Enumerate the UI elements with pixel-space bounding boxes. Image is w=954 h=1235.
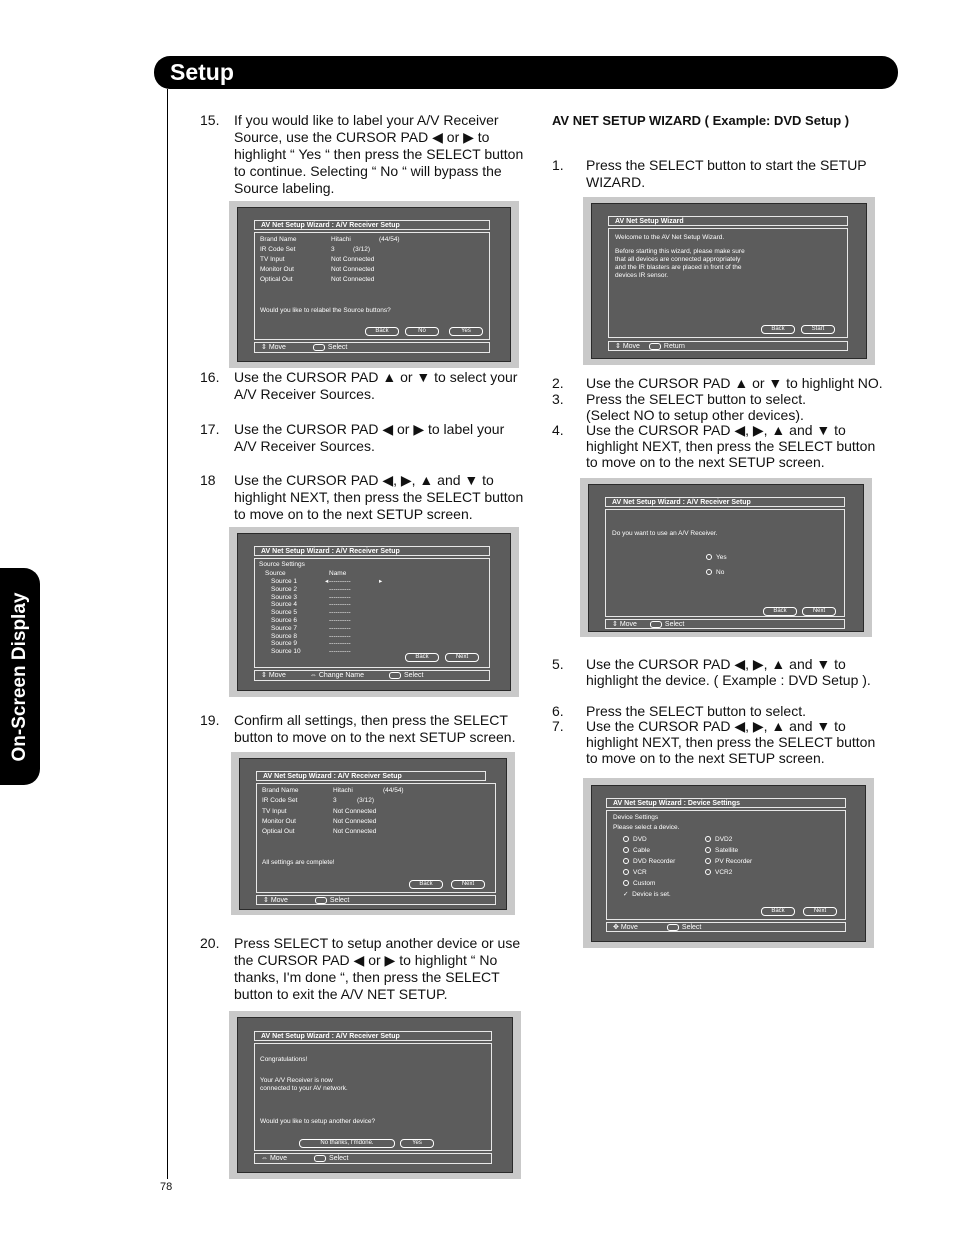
start-button[interactable]: Start [801,325,835,334]
next-button[interactable]: Next [451,880,485,889]
radio-icon [706,569,712,575]
source-item-name: ---------- [329,578,351,585]
no-thanks-button[interactable]: No thanks, I'mdone. [299,1139,395,1148]
screen-setup-wizard-welcome: AV Net Setup Wizard Welcome to the AV Net Setup Wizard. Before starting this wizard, please make sure that all devices are connected appropriately and the IR blasters are placed in front of the devices IR sensor. Back Start ⇕ Move Return [583,197,875,365]
section-heading: AV NET SETUP WIZARD ( Example: DVD Setup ) [552,113,850,128]
screen-footer: ⇕ Move ⇔ Change Name Select [254,670,490,681]
back-button[interactable]: Back [761,325,795,334]
section-side-tab-label: On-Screen Display [9,592,30,761]
back-button[interactable]: Back [405,653,439,662]
cursor-left-icon: ◂ [325,578,329,585]
radio-icon [705,847,711,853]
source-item-name: ---------- [329,593,351,601]
source-item-label[interactable]: Source 6 [271,617,298,624]
screen-use-av-receiver: AV Net Setup Wizard : A/V Receiver Setup Do you want to use an A/V Receiver. Yes No Back Next ⇕ Move Select [580,478,872,637]
no-button[interactable]: No [405,327,439,336]
source-item-name: ---------- [329,617,351,624]
screen-source-settings: AV Net Setup Wizard : A/V Receiver Setup Source Settings Source Name Source 1 ---------- Source 2 ---------- Source 3 ---------- Source 4 ---------- Source 5 ---------- Source 6 ---------- Source 7 ---------- Source 8 ---------- Source 9 ---------- Source 10 ---------- ◂ ▸ Back Next ⇕ Move ⇔ Change Name Select [229,527,519,697]
updown-icon: ⇕ [261,344,267,351]
margin-rule [167,89,168,1179]
source-item-name: ---------- [329,585,351,593]
select-key-icon [314,1155,326,1162]
next-button[interactable]: Next [445,653,479,662]
screen-title: AV Net Setup Wizard : A/V Receiver Setup [254,220,490,230]
radio-icon [705,869,711,875]
screen-settings-complete: AV Net Setup Wizard : A/V Receiver Setup Brand Name Hitachi (44/54) IR Code Set 3 (3/12) TV Input Not Connected Monitor Out Not Connected Optical Out Not Connected All settings are complete! Back Next ⇕ Move Select [231,752,515,915]
select-key-icon [313,344,325,351]
select-key-icon [315,897,327,904]
source-item-label[interactable]: Source 2 [271,585,298,593]
source-item-name: ---------- [329,601,351,609]
select-key-icon [389,672,401,679]
source-item-name: ---------- [329,609,351,617]
page-number: 78 [160,1181,173,1193]
radio-icon [705,836,711,842]
back-button[interactable]: Back [761,907,795,916]
next-button[interactable]: Next [802,607,836,616]
select-key-icon [649,343,661,350]
updown-icon: ⇕ [612,621,618,628]
source-item-label[interactable]: Source 9 [271,640,298,648]
page-header-bar [154,56,898,89]
back-button[interactable]: Back [763,607,797,616]
radio-icon [705,858,711,864]
step-15-text: If you would like to label your A/V Receiver Source, use the CURSOR PAD ◀ or ▶ to highlight “ Yes “ then press the SELECT button to continue. Selecting “ No “ will bypass the Source labeling. [234,112,524,196]
screen-congratulations: AV Net Setup Wizard : A/V Receiver Setup Congratulations! Your A/V Receiver is now connected to your AV network. Would you like to setup another device? No thanks, I'mdone. Yes ⇔ Move Select [229,1011,521,1179]
updown-icon: ⇕ [261,672,267,679]
source-item-label[interactable]: Source 8 [271,632,298,640]
radio-icon [623,847,629,853]
source-item-label[interactable]: Source 5 [271,609,298,617]
leftright-icon: ⇔ [261,1155,268,1162]
screen-footer: ⇔ Move Select [254,1153,492,1164]
source-item-name: ---------- [329,632,351,640]
source-item-label[interactable]: Source 3 [271,593,298,601]
screen-footer: ⇕ Move Select [256,895,496,905]
device-option[interactable]: VCR2 [705,869,732,877]
device-option[interactable]: Cable [623,847,650,855]
status-line: ✓ Device is set. [623,891,671,898]
next-button[interactable]: Next [803,907,837,916]
radio-icon [623,880,629,886]
option-no[interactable]: No [706,569,724,577]
section-side-tab [0,568,40,785]
radio-icon [623,869,629,875]
yes-button[interactable]: Yes [449,327,483,336]
device-option[interactable]: VCR [623,869,647,877]
source-item-label[interactable]: Source 10 [271,648,301,656]
updown-icon: ⇕ [615,343,621,350]
device-option[interactable]: PV Recorder [705,858,752,866]
screen-av-receiver-relabel: AV Net Setup Wizard : A/V Receiver Setup Brand Name Hitachi (44/54) IR Code Set 3 (3/12) TV Input Not Connected Monitor Out Not Connected Optical Out Not Connected Would you like to relabel the Source buttons? Back No Yes ⇕ Move Select [229,201,519,368]
leftright-icon: ⇔ [309,672,317,679]
device-option[interactable]: DVD [623,836,647,844]
source-item-name: ---------- [329,648,351,656]
source-item-label[interactable]: Source 7 [271,624,298,632]
radio-icon [623,858,629,864]
page-title: Setup [170,59,234,85]
device-option[interactable]: Custom [623,880,655,888]
device-option[interactable]: DVD Recorder [623,858,675,866]
screen-footer: ✥ Move Select [606,922,846,932]
screen-footer: ⇕ Move Select [254,342,490,353]
select-key-icon [667,924,679,931]
source-item-name: ---------- [329,624,351,632]
yes-button[interactable]: Yes [400,1139,434,1148]
back-button[interactable]: Back [365,327,399,336]
device-option[interactable]: Satellite [705,847,738,855]
dpad-icon: ✥ [613,924,619,931]
option-yes[interactable]: Yes [706,554,727,562]
back-button[interactable]: Back [409,880,443,889]
screen-footer: ⇕ Move Select [605,619,845,629]
updown-icon: ⇕ [263,897,269,904]
radio-icon [623,836,629,842]
cursor-right-icon: ▸ [379,578,383,585]
checkmark-icon: ✓ [623,891,629,898]
source-item-name: ---------- [329,640,351,648]
source-item-label[interactable]: Source 4 [271,601,298,609]
screen-device-settings: AV Net Setup Wizard : Device Settings Device Settings Please select a device. DVD Cable DVD Recorder VCR Custom DVD2 Satellite PV Recorder VCR2 ✓ Device is set. Back Next ✥ Move Select [583,778,874,948]
source-item-label[interactable]: Source 1 [271,578,298,585]
screen-footer: ⇕ Move Return [608,341,848,351]
radio-icon [706,554,712,560]
device-option[interactable]: DVD2 [705,836,732,844]
select-key-icon [650,621,662,628]
